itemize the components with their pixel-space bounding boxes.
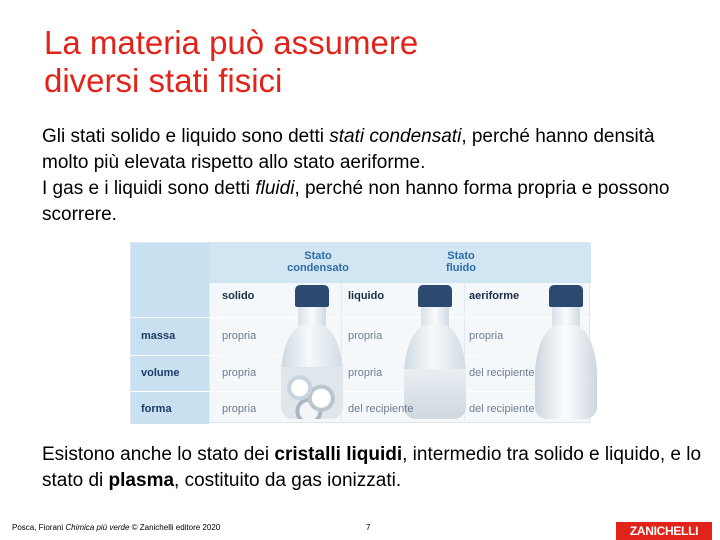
table-cell: propria [222,367,257,379]
row-divider [131,317,591,318]
intro-line-1 [42,124,692,176]
intro-paragraph [42,124,692,228]
footer-credit-italic: Chimica più verde [65,523,130,532]
table-cell: del recipiente [348,403,414,415]
intro-p1-italic: stati condensati [329,126,462,147]
row-label-massa: massa [141,330,176,342]
group-header-fluid [406,250,516,274]
column-header-gas: aeriforme [469,290,520,302]
intro-p1-text-a: Gli stati solido e liquido sono detti [42,126,330,147]
extra-bold-plasma: plasma [108,470,175,491]
footer-credit-a: Posca, Fiorani [12,523,66,532]
row-divider [131,391,591,392]
table-cell: del recipiente [469,367,535,379]
footer-credit-b: © Zanichelli editore 2020 [129,523,221,532]
column-header-solid: solido [222,290,255,302]
extra-text-a: Esistono anche lo stato dei [42,444,275,465]
intro-line-2 [42,176,692,228]
flask-gas-image [535,285,597,419]
group-header-condensed-line2: condensato [287,262,349,274]
title-line-2: diversi stati fisici [44,62,283,99]
slide-title [44,24,684,100]
row-divider [131,355,591,356]
intro-p2-italic: fluidi [255,178,295,199]
extra-text-c: , intermedio tra solido e liquido, e lo stato di [42,444,702,491]
title-line-1: La materia può assumere [44,24,419,61]
intro-p2-text-b: , perché non hanno forma propria e possono scorrere. [42,178,670,225]
flask-liquid-image [404,285,466,419]
group-header-condensed [263,250,373,274]
column-header-liquid: liquido [348,290,385,302]
row-label-forma: forma [141,403,172,415]
flask-solid-image [281,285,343,419]
extra-paragraph [42,442,702,494]
column-divider [209,283,210,423]
footer-credit [12,523,220,532]
table-cell: propria [222,330,257,342]
row-label-volume: volume [141,367,180,379]
extra-bold-liquid-crystals: cristalli liquidi [274,444,403,465]
group-header-condensed-line1: Stato [304,250,332,262]
group-header-fluid-line2: fluido [446,262,476,274]
table-cell: propria [348,330,383,342]
zanichelli-logo: ZANICHELLI [616,522,712,540]
intro-p2-text-a: I gas e i liquidi sono detti [42,178,256,199]
states-table-figure [130,242,590,423]
table-cell: propria [469,330,504,342]
table-cell: propria [348,367,383,379]
intro-p1-text-b: , perché hanno densità molto più elevata rispetto allo stato aeriforme. [42,126,655,173]
table-cell: propria [222,403,257,415]
page-number: 7 [366,523,371,532]
extra-text-e: , costituito da gas ionizzati. [174,470,402,491]
table-cell: del recipiente [469,403,535,415]
group-header-fluid-line1: Stato [447,250,475,262]
